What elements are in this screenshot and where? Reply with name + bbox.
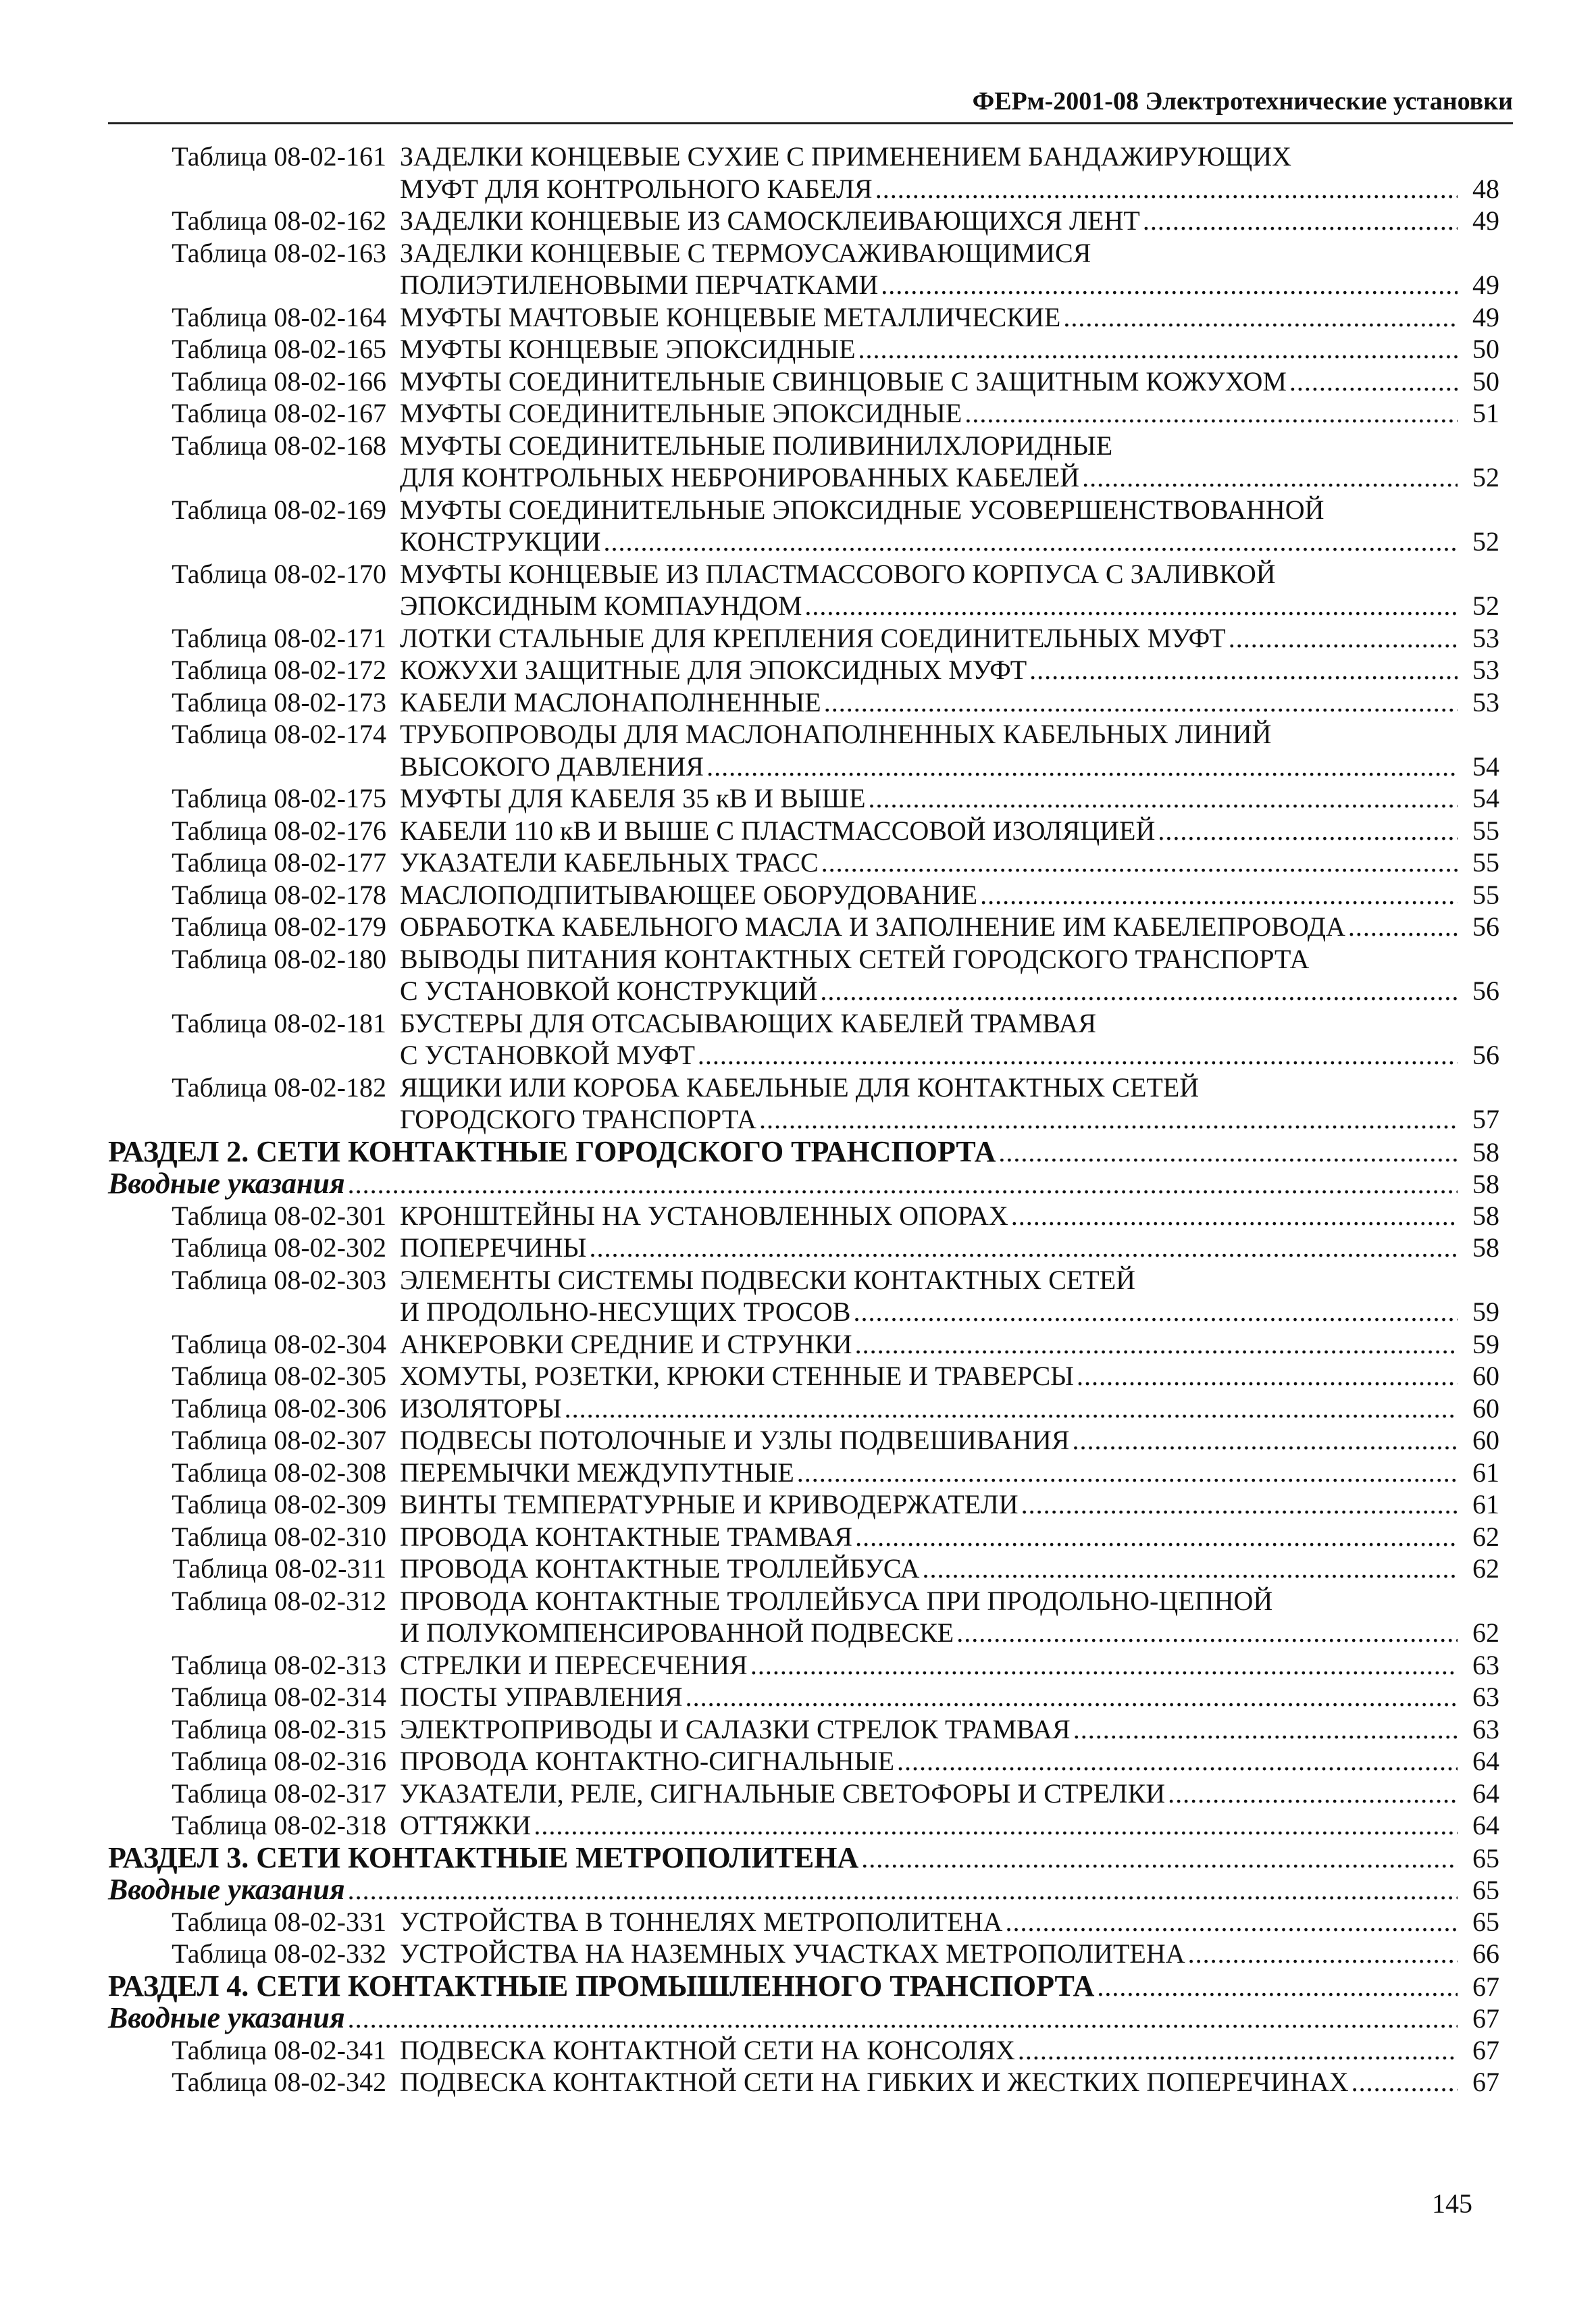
leader-dots	[1072, 1424, 1458, 1457]
toc-entry-line	[108, 686, 1499, 719]
toc-page-number: 55	[1472, 815, 1499, 846]
toc-page-number: 56	[1472, 911, 1499, 942]
toc-entry-label: Таблица 08-02-181	[172, 1007, 386, 1038]
toc-entry-title: МУФТЫ КОНЦЕВЫЕ ИЗ ПЛАСТМАССОВОГО КОРПУСА С ЗАЛИВКОЙ	[400, 558, 1276, 589]
toc-entry-line	[108, 301, 1499, 334]
toc-entry-label: Таблица 08-02-302	[172, 1232, 386, 1263]
toc-entry-title: Вводные указания	[108, 1873, 345, 1906]
intro-heading-line	[108, 2002, 1499, 2034]
leader-dots	[603, 526, 1458, 558]
leader-dots	[348, 2003, 1458, 2035]
leader-dots	[759, 1103, 1458, 1136]
toc-entry-line	[108, 1072, 1499, 1104]
toc-entry-title: ВИНТЫ ТЕМПЕРАТУРНЫЕ И КРИВОДЕРЖАТЕЛИ	[400, 1489, 1019, 1519]
toc-page-number: 62	[1472, 1521, 1499, 1552]
leader-dots	[1005, 1906, 1458, 1938]
toc-entry-label: Таблица 08-02-176	[172, 815, 386, 846]
toc-entry-label: Таблица 08-02-169	[172, 494, 386, 525]
toc-page-number: 63	[1472, 1682, 1499, 1712]
toc-entry-title: ПОСТЫ УПРАВЛЕНИЯ	[400, 1682, 683, 1712]
toc-entry-line	[108, 1585, 1499, 1617]
leader-dots	[1352, 2066, 1458, 2098]
toc-page-number: 63	[1472, 1713, 1499, 1744]
toc-entry-title: МУФТЫ СОЕДИНИТЕЛЬНЫЕ ПОЛИВИНИЛХЛОРИДНЫЕ	[400, 430, 1113, 461]
table-of-contents	[108, 141, 1499, 2098]
toc-entry-title: ЗАДЕЛКИ КОНЦЕВЫЕ ИЗ САМОСКЛЕИВАЮЩИХСЯ ЛЕНТ	[400, 205, 1140, 236]
toc-entry-label: Таблица 08-02-304	[172, 1328, 386, 1359]
toc-page-number: 53	[1472, 655, 1499, 685]
toc-page-number: 57	[1472, 1104, 1499, 1134]
toc-page-number: 53	[1472, 622, 1499, 653]
toc-entry-title: ХОМУТЫ, РОЗЕТКИ, КРЮКИ СТЕННЫЕ И ТРАВЕРСЫ	[400, 1361, 1075, 1391]
toc-entry-title: КАБЕЛИ 110 кВ И ВЫШЕ С ПЛАСТМАССОВОЙ ИЗОЛЯЦИЕЙ	[400, 815, 1156, 846]
leader-dots	[861, 1842, 1458, 1875]
toc-entry-title: МУФТЫ СОЕДИНИТЕЛЬНЫЕ ЭПОКСИДНЫЕ УСОВЕРШЕНСТВОВАННОЙ	[400, 494, 1324, 525]
toc-entry-line	[108, 847, 1499, 879]
leader-dots	[797, 1457, 1458, 1489]
toc-entry-title: МУФТЫ СОЕДИНИТЕЛЬНЫЕ СВИНЦОВЫЕ С ЗАЩИТНЫМ КОЖУХОМ	[400, 366, 1287, 397]
toc-entry-title: ВЫСОКОГО ДАВЛЕНИЯ	[400, 751, 704, 782]
toc-entry-label: Таблица 08-02-314	[172, 1682, 386, 1712]
toc-page-number: 61	[1472, 1489, 1499, 1519]
toc-entry-line	[108, 237, 1499, 270]
toc-page-number: 65	[1472, 1842, 1499, 1873]
toc-page-number: 52	[1472, 590, 1499, 621]
toc-entry-title: ГОРОДСКОГО ТРАНСПОРТА	[400, 1104, 757, 1134]
leader-dots	[855, 1521, 1458, 1553]
leader-dots	[853, 1296, 1458, 1328]
toc-entry-line	[108, 1007, 1499, 1040]
toc-page-number: 67	[1472, 2034, 1499, 2065]
toc-page-number: 60	[1472, 1425, 1499, 1455]
toc-entry-title: ОТТЯЖКИ	[400, 1810, 532, 1840]
toc-page-number: 65	[1472, 1875, 1499, 1905]
toc-entry-line	[108, 622, 1499, 655]
toc-entry-title: РАЗДЕЛ 2. СЕТИ КОНТАКТНЫЕ ГОРОДСКОГО ТРАНСПОРТА	[108, 1134, 996, 1168]
toc-page-number: 67	[1472, 2067, 1499, 2097]
toc-page-number: 58	[1472, 1232, 1499, 1263]
toc-entry-title: ПРОВОДА КОНТАКТНЫЕ ТРОЛЛЕЙБУСА ПРИ ПРОДОЛЬНО-ЦЕПНОЙ	[400, 1585, 1273, 1616]
toc-page-number: 53	[1472, 686, 1499, 718]
toc-entry-label: Таблица 08-02-301	[172, 1200, 386, 1231]
leader-dots	[855, 1328, 1458, 1361]
toc-entry-line	[108, 975, 1499, 1007]
toc-entry-label: Таблица 08-02-305	[172, 1361, 386, 1391]
toc-entry-label: Таблица 08-02-307	[172, 1425, 386, 1455]
toc-entry-title: ЭПОКСИДНЫМ КОМПАУНДОМ	[400, 590, 802, 621]
leader-dots	[998, 1136, 1458, 1169]
leader-dots	[1348, 911, 1458, 943]
intro-heading-line	[108, 1167, 1499, 1200]
toc-entry-title: С УСТАНОВКОЙ МУФТ	[400, 1040, 695, 1070]
toc-entry-title: ПРОВОДА КОНТАКТНО-СИГНАЛЬНЫЕ	[400, 1746, 895, 1776]
leader-dots	[1029, 654, 1458, 686]
toc-page-number: 49	[1472, 205, 1499, 236]
leader-dots	[858, 333, 1458, 366]
toc-entry-title: ЭЛЕКТРОПРИВОДЫ И САЛАЗКИ СТРЕЛОК ТРАМВАЯ	[400, 1713, 1071, 1744]
toc-entry-line	[108, 526, 1499, 558]
toc-entry-title: СТРЕЛКИ И ПЕРЕСЕЧЕНИЯ	[400, 1649, 748, 1680]
toc-entry-line	[108, 911, 1499, 943]
toc-entry-line	[108, 654, 1499, 686]
toc-page-number: 60	[1472, 1361, 1499, 1391]
toc-entry-line	[108, 1039, 1499, 1072]
page-number: 145	[1432, 2188, 1472, 2219]
toc-entry-title: МУФТЫ МАЧТОВЫЕ КОНЦЕВЫЕ МЕТАЛЛИЧЕСКИЕ	[400, 301, 1061, 332]
toc-entry-line	[108, 1360, 1499, 1392]
toc-entry-label: Таблица 08-02-170	[172, 558, 386, 589]
leader-dots	[565, 1392, 1458, 1425]
toc-entry-title: ТРУБОПРОВОДЫ ДЛЯ МАСЛОНАПОЛНЕННЫХ КАБЕЛЬНЫХ ЛИНИЙ	[400, 719, 1272, 749]
toc-entry-line	[108, 815, 1499, 847]
toc-entry-label: Таблица 08-02-172	[172, 655, 386, 685]
toc-entry-line	[108, 558, 1499, 590]
toc-entry-title: ЯЩИКИ ИЛИ КОРОБА КАБЕЛЬНЫЕ ДЛЯ КОНТАКТНЫХ СЕТЕЙ	[400, 1072, 1200, 1103]
toc-entry-label: Таблица 08-02-182	[172, 1072, 386, 1103]
leader-dots	[821, 847, 1458, 879]
toc-entry-line	[108, 1906, 1499, 1938]
leader-dots	[1168, 1778, 1458, 1810]
toc-entry-label: Таблица 08-02-311	[172, 1553, 386, 1584]
toc-entry-label: Таблица 08-02-306	[172, 1392, 386, 1424]
toc-entry-label: Таблица 08-02-171	[172, 622, 386, 653]
toc-page-number: 58	[1472, 1200, 1499, 1231]
toc-entry-title: Вводные указания	[108, 2001, 345, 2034]
toc-entry-label: Таблица 08-02-179	[172, 911, 386, 942]
toc-entry-line	[108, 1745, 1499, 1778]
toc-page-number: 58	[1472, 1169, 1499, 1199]
toc-entry-title: КОНСТРУКЦИИ	[400, 526, 601, 557]
leader-dots	[869, 782, 1458, 815]
leader-dots	[956, 1617, 1458, 1649]
toc-entry-title: АНКЕРОВКИ СРЕДНИЕ И СТРУНКИ	[400, 1328, 852, 1359]
leader-dots	[348, 1874, 1458, 1907]
toc-entry-title: ПРОВОДА КОНТАКТНЫЕ ТРОЛЛЕЙБУСА	[400, 1553, 920, 1584]
toc-entry-line	[108, 1553, 1499, 1585]
toc-entry-line	[108, 879, 1499, 911]
toc-entry-title: КОЖУХИ ЗАЩИТНЫЕ ДЛЯ ЭПОКСИДНЫХ МУФТ	[400, 655, 1027, 685]
leader-dots	[534, 1809, 1458, 1842]
toc-entry-line	[108, 943, 1499, 976]
leader-dots	[964, 397, 1458, 430]
toc-page-number: 62	[1472, 1553, 1499, 1584]
toc-entry-line	[108, 1521, 1499, 1553]
toc-entry-label: Таблица 08-02-162	[172, 205, 386, 236]
toc-entry-line	[108, 751, 1499, 783]
toc-page-number: 54	[1472, 751, 1499, 782]
leader-dots	[1073, 1713, 1458, 1746]
toc-page-number: 67	[1472, 1971, 1499, 2002]
toc-entry-label: Таблица 08-02-313	[172, 1649, 386, 1680]
section-heading-line	[108, 1136, 1499, 1168]
toc-page-number: 55	[1472, 847, 1499, 878]
leader-dots	[698, 1039, 1458, 1072]
leader-dots	[589, 1232, 1458, 1264]
toc-entry-title: ДЛЯ КОНТРОЛЬНЫХ НЕБРОНИРОВАННЫХ КАБЕЛЕЙ	[400, 462, 1080, 493]
toc-entry-title: КРОНШТЕЙНЫ НА УСТАНОВЛЕННЫХ ОПОРАХ	[400, 1200, 1008, 1231]
leader-dots	[897, 1745, 1458, 1778]
toc-page-number: 48	[1472, 173, 1499, 204]
leader-dots	[1082, 461, 1458, 494]
toc-page-number: 50	[1472, 366, 1499, 397]
toc-entry-label: Таблица 08-02-318	[172, 1810, 386, 1840]
toc-entry-title: КАБЕЛИ МАСЛОНАПОЛНЕННЫЕ	[400, 686, 821, 718]
toc-entry-line	[108, 1232, 1499, 1264]
toc-entry-line	[108, 1713, 1499, 1746]
toc-page-number: 60	[1472, 1392, 1499, 1424]
toc-entry-title: ПРОВОДА КОНТАКТНЫЕ ТРАМВАЯ	[400, 1521, 853, 1552]
leader-dots	[804, 590, 1458, 622]
toc-entry-line	[108, 1457, 1499, 1489]
toc-entry-label: Таблица 08-02-341	[172, 2034, 386, 2065]
toc-entry-title: МУФТЫ ДЛЯ КАБЕЛЯ 35 кВ И ВЫШЕ	[400, 783, 866, 813]
toc-entry-title: РАЗДЕЛ 3. СЕТИ КОНТАКТНЫЕ МЕТРОПОЛИТЕНА	[108, 1840, 859, 1874]
leader-dots	[1063, 301, 1458, 334]
toc-entry-label: Таблица 08-02-309	[172, 1489, 386, 1519]
toc-entry-title: УСТРОЙСТВА В ТОННЕЛЯХ МЕТРОПОЛИТЕНА	[400, 1906, 1003, 1937]
toc-page-number: 67	[1472, 2003, 1499, 2034]
toc-entry-line	[108, 1392, 1499, 1425]
toc-entry-label: Таблица 08-02-310	[172, 1521, 386, 1552]
toc-page-number: 64	[1472, 1746, 1499, 1776]
toc-entry-line	[108, 333, 1499, 366]
toc-entry-label: Таблица 08-02-331	[172, 1906, 386, 1937]
toc-entry-label: Таблица 08-02-180	[172, 943, 386, 974]
toc-entry-title: УКАЗАТЕЛИ, РЕЛЕ, СИГНАЛЬНЫЕ СВЕТОФОРЫ И СТРЕЛКИ	[400, 1778, 1166, 1809]
leader-dots	[875, 173, 1458, 205]
leader-dots	[1077, 1360, 1458, 1392]
toc-entry-label: Таблица 08-02-165	[172, 334, 386, 364]
leader-dots	[1158, 815, 1458, 847]
toc-page-number: 56	[1472, 976, 1499, 1006]
toc-entry-title: С УСТАНОВКОЙ КОНСТРУКЦИЙ	[400, 976, 818, 1006]
toc-entry-title: ПОДВЕСЫ ПОТОЛОЧНЫЕ И УЗЛЫ ПОДВЕШИВАНИЯ	[400, 1425, 1070, 1455]
toc-entry-line	[108, 1938, 1499, 1970]
running-header: ФЕРм-2001-08 Электротехнические установки	[972, 87, 1513, 116]
toc-entry-line	[108, 173, 1499, 205]
toc-entry-line	[108, 1617, 1499, 1649]
leader-dots	[922, 1553, 1458, 1585]
leader-dots	[820, 975, 1458, 1007]
toc-entry-title: ЛОТКИ СТАЛЬНЫЕ ДЛЯ КРЕПЛЕНИЯ СОЕДИНИТЕЛЬНЫХ МУФТ	[400, 622, 1226, 653]
toc-page-number: 51	[1472, 398, 1499, 428]
toc-entry-title: ЭЛЕМЕНТЫ СИСТЕМЫ ПОДВЕСКИ КОНТАКТНЫХ СЕТЕЙ	[400, 1264, 1136, 1295]
leader-dots	[750, 1649, 1458, 1682]
toc-entry-line	[108, 1778, 1499, 1810]
toc-entry-title: ВЫВОДЫ ПИТАНИЯ КОНТАКТНЫХ СЕТЕЙ ГОРОДСКОГО ТРАНСПОРТА	[400, 943, 1310, 974]
toc-page-number: 58	[1472, 1136, 1499, 1167]
leader-dots	[1229, 622, 1458, 655]
toc-entry-title: МУФТ ДЛЯ КОНТРОЛЬНОГО КАБЕЛЯ	[400, 173, 873, 204]
toc-entry-label: Таблица 08-02-308	[172, 1457, 386, 1488]
toc-entry-title: ЗАДЕЛКИ КОНЦЕВЫЕ СУХИЕ С ПРИМЕНЕНИЕМ БАНДАЖИРУЮЩИХ	[400, 141, 1291, 172]
section-heading-line	[108, 1970, 1499, 2003]
leader-dots	[1018, 2034, 1458, 2067]
leader-dots	[706, 751, 1458, 783]
toc-entry-line	[108, 1103, 1499, 1136]
toc-entry-line	[108, 590, 1499, 622]
toc-entry-line	[108, 782, 1499, 815]
toc-entry-title: ОБРАБОТКА КАБЕЛЬНОГО МАСЛА И ЗАПОЛНЕНИЕ ИМ КАБЕЛЕПРОВОДА	[400, 911, 1345, 942]
toc-page-number: 52	[1472, 462, 1499, 493]
toc-entry-title: ПЕРЕМЫЧКИ МЕЖДУПУТНЫЕ	[400, 1457, 794, 1488]
toc-entry-label: Таблица 08-02-161	[172, 141, 386, 172]
toc-page-number: 64	[1472, 1778, 1499, 1809]
toc-entry-label: Таблица 08-02-164	[172, 301, 386, 332]
leader-dots	[824, 686, 1458, 719]
toc-entry-line	[108, 1424, 1499, 1457]
toc-entry-label: Таблица 08-02-168	[172, 430, 386, 461]
toc-entry-title: МУФТЫ СОЕДИНИТЕЛЬНЫЕ ЭПОКСИДНЫЕ	[400, 398, 962, 428]
toc-entry-title: БУСТЕРЫ ДЛЯ ОТСАСЫВАЮЩИХ КАБЕЛЕЙ ТРАМВАЯ	[400, 1007, 1097, 1038]
toc-entry-line	[108, 366, 1499, 398]
toc-page-number: 50	[1472, 334, 1499, 364]
leader-dots	[348, 1168, 1458, 1201]
toc-page-number: 62	[1472, 1617, 1499, 1648]
toc-entry-line	[108, 269, 1499, 301]
toc-entry-label: Таблица 08-02-332	[172, 1938, 386, 1969]
toc-entry-label: Таблица 08-02-173	[172, 686, 386, 718]
toc-entry-line	[108, 1488, 1499, 1521]
toc-entry-title: И ПОЛУКОМПЕНСИРОВАННОЙ ПОДВЕСКЕ	[400, 1617, 954, 1648]
toc-entry-label: Таблица 08-02-167	[172, 398, 386, 428]
toc-entry-line	[108, 1649, 1499, 1682]
toc-entry-line	[108, 718, 1499, 751]
toc-entry-title: ПОДВЕСКА КОНТАКТНОЙ СЕТИ НА КОНСОЛЯХ	[400, 2034, 1015, 2065]
intro-heading-line	[108, 1873, 1499, 1906]
toc-entry-line	[108, 1200, 1499, 1232]
toc-page-number: 56	[1472, 1040, 1499, 1070]
toc-entry-title: ЗАДЕЛКИ КОНЦЕВЫЕ С ТЕРМОУСАЖИВАЮЩИМИСЯ	[400, 237, 1091, 268]
toc-entry-label: Таблица 08-02-177	[172, 847, 386, 878]
toc-page-number: 61	[1472, 1457, 1499, 1488]
toc-entry-title: ПОДВЕСКА КОНТАКТНОЙ СЕТИ НА ГИБКИХ И ЖЕСТКИХ ПОПЕРЕЧИНАХ	[400, 2067, 1349, 2097]
toc-entry-label: Таблица 08-02-317	[172, 1778, 386, 1809]
leader-dots	[1188, 1938, 1458, 1970]
toc-entry-title: ИЗОЛЯТОРЫ	[400, 1392, 562, 1424]
toc-entry-label: Таблица 08-02-303	[172, 1264, 386, 1295]
toc-entry-title: И ПРОДОЛЬНО-НЕСУЩИХ ТРОСОВ	[400, 1297, 851, 1327]
toc-page-number: 52	[1472, 526, 1499, 557]
toc-entry-line	[108, 2034, 1499, 2067]
leader-dots	[980, 879, 1458, 911]
leader-dots	[1021, 1488, 1458, 1521]
toc-page-number: 63	[1472, 1649, 1499, 1680]
toc-entry-label: Таблица 08-02-166	[172, 366, 386, 397]
toc-entry-label: Таблица 08-02-174	[172, 719, 386, 749]
toc-entry-line	[108, 494, 1499, 526]
toc-page-number: 65	[1472, 1906, 1499, 1937]
section-heading-line	[108, 1842, 1499, 1874]
toc-page-number: 59	[1472, 1328, 1499, 1359]
toc-entry-title: ПОПЕРЕЧИНЫ	[400, 1232, 587, 1263]
toc-entry-title: Вводные указания	[108, 1167, 345, 1200]
toc-entry-title: УСТРОЙСТВА НА НАЗЕМНЫХ УЧАСТКАХ МЕТРОПОЛИТЕНА	[400, 1938, 1185, 1969]
toc-entry-label: Таблица 08-02-175	[172, 783, 386, 813]
toc-entry-title: МАСЛОПОДПИТЫВАЮЩЕЕ ОБОРУДОВАНИЕ	[400, 879, 978, 910]
toc-page-number: 49	[1472, 301, 1499, 332]
leader-dots	[1011, 1200, 1458, 1232]
toc-entry-title: РАЗДЕЛ 4. СЕТИ КОНТАКТНЫЕ ПРОМЫШЛЕННОГО ТРАНСПОРТА	[108, 1969, 1095, 2003]
toc-entry-title: УКАЗАТЕЛИ КАБЕЛЬНЫХ ТРАСС	[400, 847, 819, 878]
leader-dots	[1289, 366, 1458, 398]
toc-entry-title: ПОЛИЭТИЛЕНОВЫМИ ПЕРЧАТКАМИ	[400, 270, 879, 300]
toc-entry-label: Таблица 08-02-312	[172, 1585, 386, 1616]
toc-entry-line	[108, 461, 1499, 494]
leader-dots	[1143, 205, 1458, 237]
leader-dots	[686, 1681, 1458, 1713]
toc-page-number: 49	[1472, 270, 1499, 300]
toc-entry-line	[108, 1328, 1499, 1361]
toc-entry-line	[108, 141, 1499, 173]
toc-page-number: 66	[1472, 1938, 1499, 1969]
toc-entry-line	[108, 397, 1499, 430]
toc-entry-line	[108, 1264, 1499, 1297]
toc-entry-line	[108, 1809, 1499, 1842]
toc-entry-label: Таблица 08-02-163	[172, 237, 386, 268]
toc-entry-line	[108, 1681, 1499, 1713]
toc-page-number: 59	[1472, 1297, 1499, 1327]
toc-entry-title: МУФТЫ КОНЦЕВЫЕ ЭПОКСИДНЫЕ	[400, 334, 856, 364]
toc-page-number: 55	[1472, 879, 1499, 910]
toc-page-number: 54	[1472, 783, 1499, 813]
leader-dots	[1097, 1971, 1458, 2003]
toc-entry-line	[108, 2066, 1499, 2098]
toc-entry-line	[108, 1296, 1499, 1328]
toc-entry-label: Таблица 08-02-342	[172, 2067, 386, 2097]
toc-entry-line	[108, 430, 1499, 462]
toc-entry-label: Таблица 08-02-178	[172, 879, 386, 910]
toc-entry-label: Таблица 08-02-316	[172, 1746, 386, 1776]
leader-dots	[881, 269, 1458, 301]
toc-page-number: 64	[1472, 1810, 1499, 1840]
toc-entry-label: Таблица 08-02-315	[172, 1713, 386, 1744]
toc-entry-line	[108, 205, 1499, 237]
header-rule	[108, 122, 1513, 124]
